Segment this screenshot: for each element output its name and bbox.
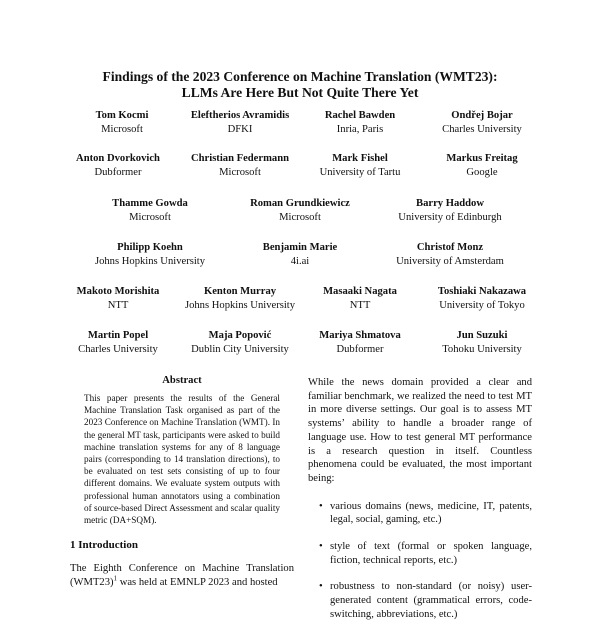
author-name: Eleftherios Avramidis (190, 110, 290, 121)
author-name: Masaaki Nagata (323, 286, 397, 297)
author-name: Rachel Bawden (324, 110, 396, 121)
author-name: Maja Popović (208, 330, 272, 341)
introduction-paragraph (70, 562, 294, 589)
author-affiliation: NTT (349, 300, 371, 311)
author-affiliation: Microsoft (129, 212, 171, 223)
author-block (375, 197, 525, 225)
author-affiliation: Dubformer (94, 167, 142, 178)
author-name: Ondřej Bojar (451, 110, 513, 121)
author-name: Kenton Murray (203, 286, 277, 297)
author-affiliation: Johns Hopkins University (94, 256, 206, 267)
author-name: Mark Fishel (332, 153, 388, 164)
author-name: Christof Monz (416, 242, 484, 253)
author-affiliation: Dublin City University (191, 344, 289, 355)
author-affiliation: Charles University (442, 124, 522, 135)
author-affiliation: University of Amsterdam (396, 256, 504, 267)
author-affiliation: Tohoku University (442, 344, 522, 355)
author-name: Philipp Koehn (117, 242, 183, 253)
author-affiliation: Dubformer (336, 344, 384, 355)
author-block (407, 285, 557, 313)
author-block (75, 197, 225, 225)
author-block (75, 241, 225, 269)
author-affiliation: Google (466, 167, 498, 178)
author-block (407, 152, 557, 180)
paper-title-line-1: Findings of the 2023 Conference on Machine Translation (WMT23): (102, 69, 498, 84)
author-affiliation: Microsoft (279, 212, 321, 223)
author-affiliation: Inria, Paris (336, 124, 384, 135)
author-affiliation: NTT (107, 300, 129, 311)
author-affiliation: Microsoft (219, 167, 261, 178)
list-item-text: various domains (news, medicine, IT, patents, legal, social, gaming, etc.) (330, 500, 532, 526)
author-name: Barry Haddow (416, 198, 484, 209)
footnote-marker[interactable]: 1 (113, 574, 118, 583)
author-block (407, 109, 557, 137)
author-name: Roman Grundkiewicz (250, 198, 350, 209)
author-name: Mariya Shmatova (319, 330, 401, 341)
author-name: Makoto Morishita (76, 286, 160, 297)
author-affiliation: Charles University (78, 344, 158, 355)
author-affiliation: DFKI (227, 124, 253, 135)
bullet-icon: • (319, 581, 323, 593)
list-item (308, 540, 532, 567)
author-name: Anton Dvorkovich (76, 153, 160, 164)
author-affiliation: University of Tokyo (439, 300, 525, 311)
author-affiliation: University of Edinburgh (398, 212, 502, 223)
author-name: Tom Kocmi (95, 110, 149, 121)
abstract-heading: Abstract (162, 375, 202, 386)
right-column (308, 376, 532, 635)
author-block (225, 241, 375, 269)
list-item (308, 580, 532, 621)
author-block (407, 329, 557, 357)
author-affiliation: Microsoft (101, 124, 143, 135)
author-name: Martin Popel (87, 330, 149, 341)
list-item (308, 500, 532, 527)
intro-text-part-2: was held at EMNLP 2023 and hosted (117, 576, 278, 588)
author-name: Thamme Gowda (112, 198, 188, 209)
list-item-text: style of text (formal or spoken language, fiction, technical reports, etc.) (330, 541, 532, 566)
bullet-icon: • (319, 541, 323, 553)
author-block (225, 197, 375, 225)
author-name: Benjamin Marie (262, 242, 338, 253)
left-column (70, 374, 294, 590)
intro-text-part-1: The Eighth Conference on Machine Translation (WMT23) (70, 563, 294, 588)
phenomena-list (308, 500, 532, 622)
abstract-body: This paper presents the results of the General Machine Translation Task organised as part of the 2023 Conference on Machine Translation (WMT). In the general MT task, participants were asked to build machine translation systems for any of 8 language pairs (corresponding to 14 translation directions), to be evaluated on test sets consisting of up to four different domains. We evaluate system outputs with professional human annotators using a combination of source-based Direct Assessment and scalar quality metric (DA+SQM). (84, 393, 280, 526)
author-affiliation: University of Tartu (319, 167, 401, 178)
author-name: Toshiaki Nakazawa (437, 286, 527, 297)
paper-title-line-2: LLMs Are Here But Not Quite There Yet (181, 85, 419, 100)
author-name: Jun Suzuki (456, 330, 508, 341)
right-paragraph: While the news domain provided a clear and familiar benchmark, we realized the need to test MT in more diverse settings. Our goal is to assess MT systems’ ability to handle a broader range of language use. How to test general MT performance is a research question in itself. Countless phenomena could be evaluated, the most important being: (308, 377, 532, 484)
section-heading-introduction: 1 Introduction (70, 539, 138, 552)
bullet-icon: • (319, 500, 323, 512)
author-affiliation: 4i.ai (290, 256, 310, 267)
list-item-text: robustness to non-standard (or noisy) user-generated content (grammatical errors, code-switching, abbreviations, etc.) (330, 581, 532, 620)
author-block (375, 241, 525, 269)
author-name: Christian Federmann (191, 153, 289, 164)
author-name: Markus Freitag (446, 153, 518, 164)
author-affiliation: Johns Hopkins University (184, 300, 296, 311)
